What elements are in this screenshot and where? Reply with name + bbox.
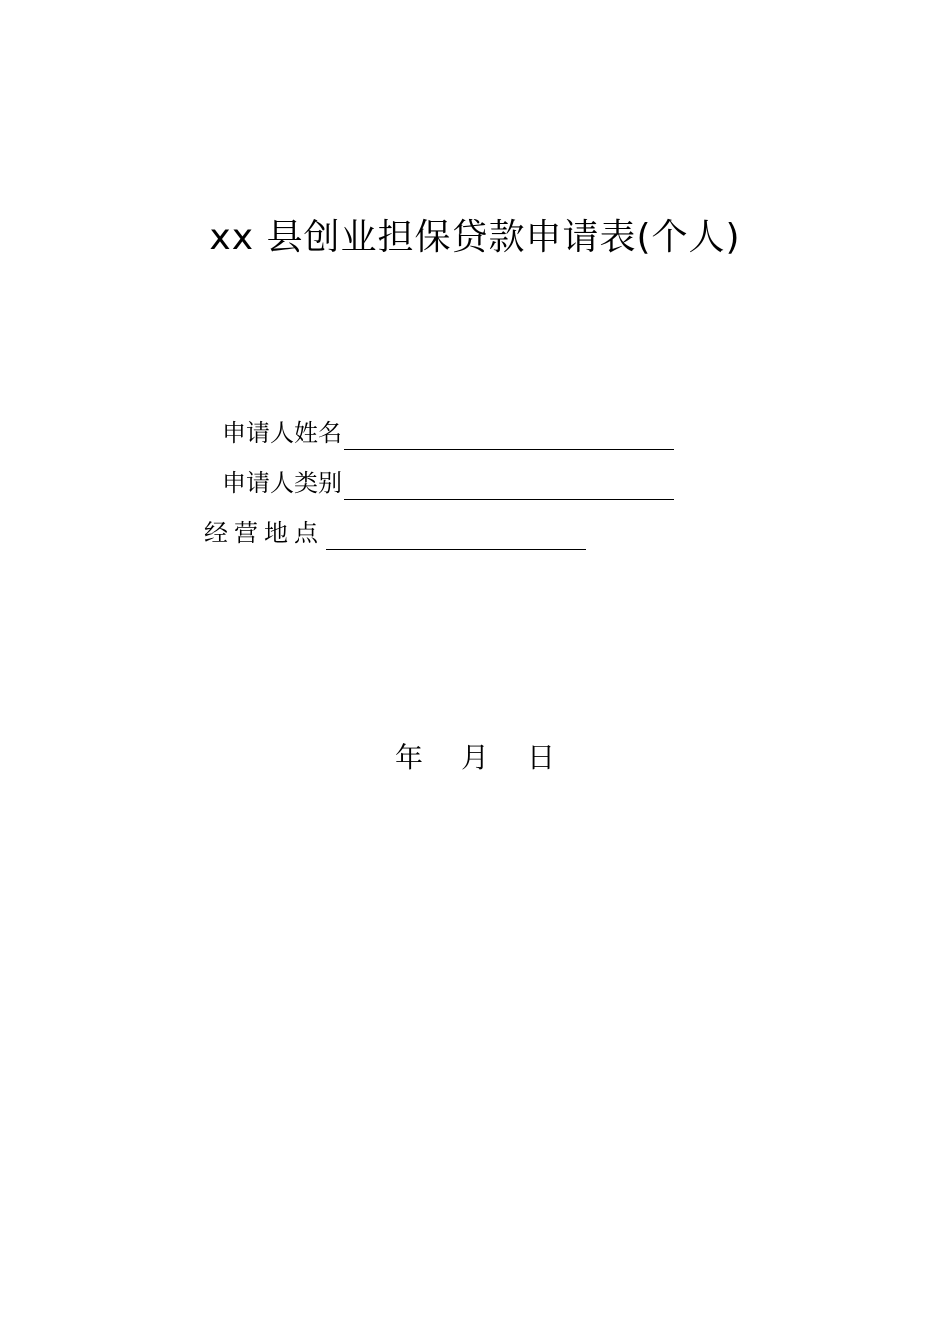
day-label: 日 <box>527 741 556 774</box>
business-location-row <box>204 510 586 550</box>
date-line <box>0 738 950 778</box>
applicant-name-row <box>222 410 674 450</box>
month-label: 月 <box>460 741 489 774</box>
applicant-name-field[interactable] <box>344 419 674 450</box>
page-title: xx 县创业担保贷款申请表(个人) <box>209 217 741 258</box>
business-location-field[interactable] <box>326 519 586 550</box>
business-location-label: 经营地点 <box>204 519 324 547</box>
applicant-name-label: 申请人姓名 <box>222 419 342 447</box>
year-label: 年 <box>394 741 423 774</box>
applicant-category-field[interactable] <box>344 469 674 500</box>
applicant-category-row <box>222 460 674 500</box>
applicant-category-label: 申请人类别 <box>222 469 342 497</box>
